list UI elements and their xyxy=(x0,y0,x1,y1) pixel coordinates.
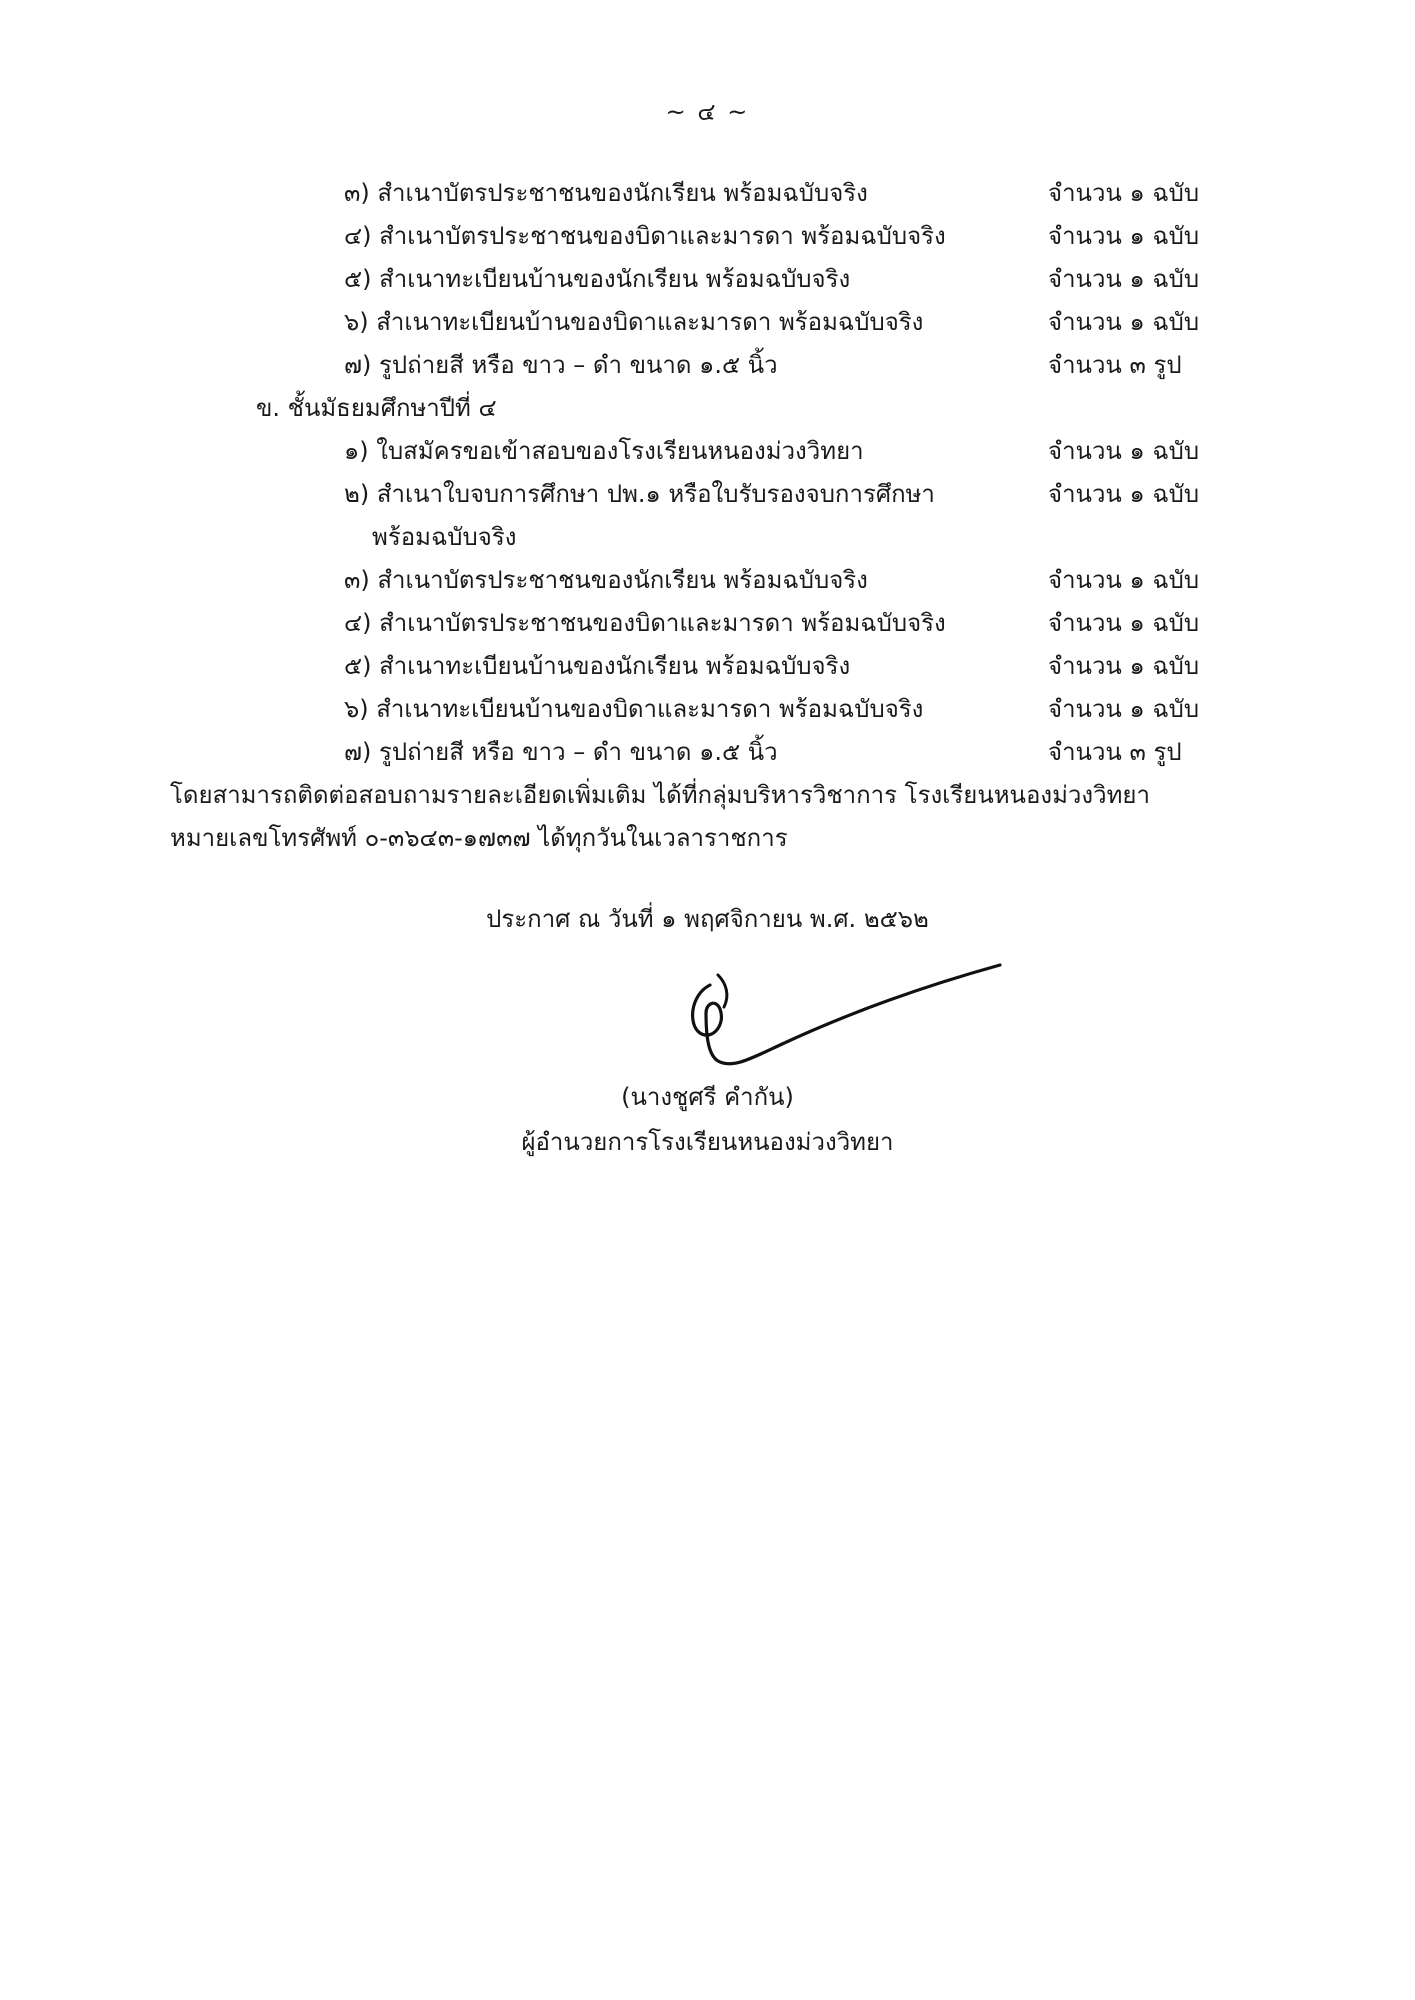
document-item: ๗) รูปถ่ายสี หรือ ขาว – ดำ ขนาด ๑.๕ นิ้ว xyxy=(344,738,778,766)
document-item: พร้อมฉบับจริง xyxy=(372,523,517,551)
document-quantity: จำนวน ๑ ฉบับ xyxy=(1048,437,1200,465)
document-item: ๗) รูปถ่ายสี หรือ ขาว – ดำ ขนาด ๑.๕ นิ้ว xyxy=(344,351,778,379)
document-item: ๖) สำเนาทะเบียนบ้านของบิดาและมารดา พร้อมฉบับจริง xyxy=(344,308,924,336)
contact-line: หมายเลขโทรศัพท์ ๐-๓๖๔๓-๑๗๓๗ ได้ทุกวันในเวลาราชการ xyxy=(170,824,788,852)
document-quantity: จำนวน ๑ ฉบับ xyxy=(1048,652,1200,680)
document-item: ๕) สำเนาทะเบียนบ้านของนักเรียน พร้อมฉบับจริง xyxy=(344,265,851,293)
document-item: ๓) สำเนาบัตรประชาชนของนักเรียน พร้อมฉบับจริง xyxy=(344,566,868,594)
document-item: ๑) ใบสมัครขอเข้าสอบของโรงเรียนหนองม่วงวิทยา xyxy=(344,437,864,465)
document-quantity: จำนวน ๑ ฉบับ xyxy=(1048,308,1200,336)
document-quantity: จำนวน ๑ ฉบับ xyxy=(1048,695,1200,723)
signer-position: ผู้อำนวยการโรงเรียนหนองม่วงวิทยา xyxy=(521,1128,894,1156)
document-quantity: จำนวน ๑ ฉบับ xyxy=(1048,480,1200,508)
document-item: ๒) สำเนาใบจบการศึกษา ปพ.๑ หรือใบรับรองจบการศึกษา xyxy=(344,480,935,508)
document-quantity: จำนวน ๑ ฉบับ xyxy=(1048,179,1200,207)
document-item: ๓) สำเนาบัตรประชาชนของนักเรียน พร้อมฉบับจริง xyxy=(344,179,868,207)
document-quantity: จำนวน ๑ ฉบับ xyxy=(1048,566,1200,594)
section-heading: ข. ชั้นมัธยมศึกษาปีที่ ๔ xyxy=(256,394,497,422)
signature-image xyxy=(660,955,1020,1080)
signer-name: (นางชูศรี คำกัน) xyxy=(621,1083,794,1111)
document-item: ๖) สำเนาทะเบียนบ้านของบิดาและมารดา พร้อมฉบับจริง xyxy=(344,695,924,723)
announcement-date: ประกาศ ณ วันที่ ๑ พฤศจิกายน พ.ศ. ๒๕๖๒ xyxy=(486,905,929,933)
document-item: ๕) สำเนาทะเบียนบ้านของนักเรียน พร้อมฉบับจริง xyxy=(344,652,851,680)
document-item: ๔) สำเนาบัตรประชาชนของบิดาและมารดา พร้อมฉบับจริง xyxy=(344,222,946,250)
page-number: ~ ๔ ~ xyxy=(665,98,750,126)
document-quantity: จำนวน ๑ ฉบับ xyxy=(1048,265,1200,293)
contact-line: โดยสามารถติดต่อสอบถามรายละเอียดเพิ่มเติม ได้ที่กลุ่มบริหารวิชาการ โรงเรียนหนองม่วงวิทยา xyxy=(170,781,1150,809)
document-quantity: จำนวน ๓ รูป xyxy=(1048,351,1182,379)
document-quantity: จำนวน ๑ ฉบับ xyxy=(1048,222,1200,250)
document-quantity: จำนวน ๓ รูป xyxy=(1048,738,1182,766)
document-item: ๔) สำเนาบัตรประชาชนของบิดาและมารดา พร้อมฉบับจริง xyxy=(344,609,946,637)
document-quantity: จำนวน ๑ ฉบับ xyxy=(1048,609,1200,637)
